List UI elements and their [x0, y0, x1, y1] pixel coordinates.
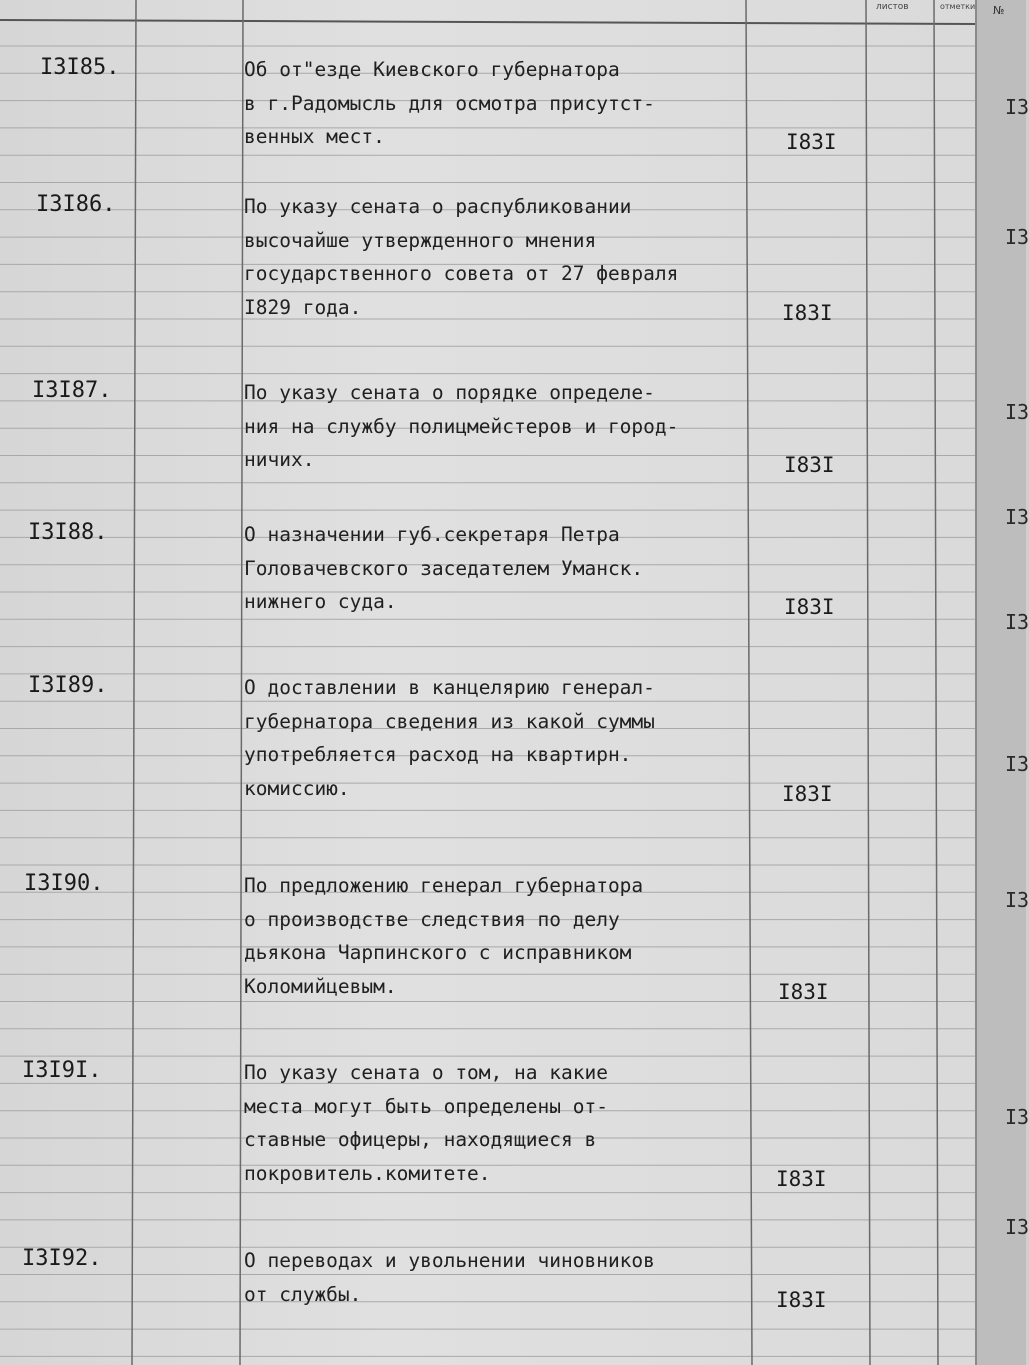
entry-description-line: Об от"езде Киевского губернатора: [244, 58, 620, 81]
entry-number: I3I85.: [40, 55, 120, 80]
entry-description: [244, 869, 643, 1003]
entry-description-line: употребляется расход на квартирн.: [244, 743, 632, 766]
adjacent-entry-number: I3: [1005, 888, 1029, 912]
header-notes-label: отметки: [940, 2, 976, 11]
header-border: [0, 20, 975, 24]
adjacent-entry-number: I3: [1005, 1215, 1029, 1239]
entry-description-line: нижнего суда.: [244, 590, 397, 613]
adjacent-entry-number: I3: [1005, 400, 1029, 424]
adjacent-entry-number: I3: [1005, 505, 1029, 529]
entry-number: I3I90.: [24, 871, 104, 896]
entry-number: I3I92.: [22, 1246, 102, 1271]
entry-description-line: ставные офицеры, находящиеся в: [244, 1128, 597, 1151]
entry-description-line: ничих.: [244, 448, 315, 471]
column-border: [746, 0, 752, 1365]
entry-number: I3I9I.: [22, 1058, 102, 1083]
adjacent-page: [975, 0, 1029, 1365]
entry-description: [244, 671, 655, 805]
entry-description-line: О назначении губ.секретаря Петра: [244, 523, 620, 546]
entry-description: [244, 1056, 608, 1190]
entry-description-line: в г.Радомысль для осмотра присутст-: [244, 91, 655, 115]
entry-description-line: О доставлении в канцелярию генерал-: [244, 676, 655, 699]
entry-number: I3I89.: [28, 673, 108, 698]
entry-description-line: от службы.: [244, 1282, 362, 1306]
entry-year: I83I: [782, 781, 833, 806]
entry-description-line: места могут быть определены от-: [244, 1094, 608, 1118]
entry-number: I3I86.: [36, 192, 116, 217]
header-sheets-label: листов: [876, 2, 909, 12]
column-border: [866, 0, 870, 1365]
entry-year: I83I: [776, 1287, 827, 1312]
entry-description-line: дьякона Чарпинского с исправником: [244, 941, 632, 964]
entry-description-line: покровитель.комитете.: [244, 1161, 491, 1185]
entry-description: [244, 376, 678, 477]
adjacent-entry-number: I3: [1005, 225, 1029, 249]
adjacent-entry-number: I3: [1005, 752, 1029, 776]
entry-description-line: По указу сената о том, на какие: [244, 1061, 608, 1084]
entry-year: I83I: [784, 595, 835, 619]
entry-year: I83I: [782, 300, 833, 325]
entry-description-line: Коломийцевым.: [244, 974, 397, 998]
entry-description-line: I829 года.: [244, 295, 362, 319]
entry-number: I3I88.: [28, 520, 108, 545]
column-border: [132, 0, 136, 1365]
column-border: [240, 0, 243, 1365]
entry-description-line: По предложению генерал губернатора: [244, 874, 644, 897]
entry-description-line: О переводах и увольнении чиновников: [244, 1249, 655, 1272]
entry-year: I83I: [778, 979, 829, 1004]
entry-description-line: ния на службу полицмейстеров и город-: [244, 414, 679, 438]
entry-description: [244, 190, 678, 324]
entry-description: [244, 1244, 655, 1311]
entry-description: [244, 518, 643, 619]
entry-description-line: о производстве следствия по делу: [244, 907, 620, 931]
entry-year: I83I: [784, 453, 835, 477]
entry-description: [244, 53, 655, 154]
adjacent-entry-number: I3: [1005, 1105, 1029, 1129]
adjacent-entry-number: I3: [1005, 610, 1029, 634]
entry-description-line: По указу сената о порядке определе-: [244, 381, 655, 404]
entry-description-line: По указу сената о распубликовании: [244, 195, 632, 218]
entry-year: I83I: [776, 1166, 827, 1191]
adjacent-page-header: №: [993, 4, 1005, 17]
entry-description-line: государственного совета от 27 февраля: [244, 262, 679, 285]
adjacent-entry-number: I3: [1005, 95, 1029, 119]
entry-year: I83I: [786, 130, 837, 154]
entry-description-line: высочайше утвержденного мнения: [244, 228, 597, 252]
entry-description-line: Головачевского заседателем Уманск.: [244, 556, 644, 580]
entry-description-line: комиссию.: [244, 776, 350, 800]
column-border: [934, 0, 938, 1365]
entry-description-line: венных мест.: [244, 125, 385, 148]
entry-number: I3I87.: [32, 378, 112, 403]
entry-description-line: губернатора сведения из какой суммы: [244, 709, 655, 733]
